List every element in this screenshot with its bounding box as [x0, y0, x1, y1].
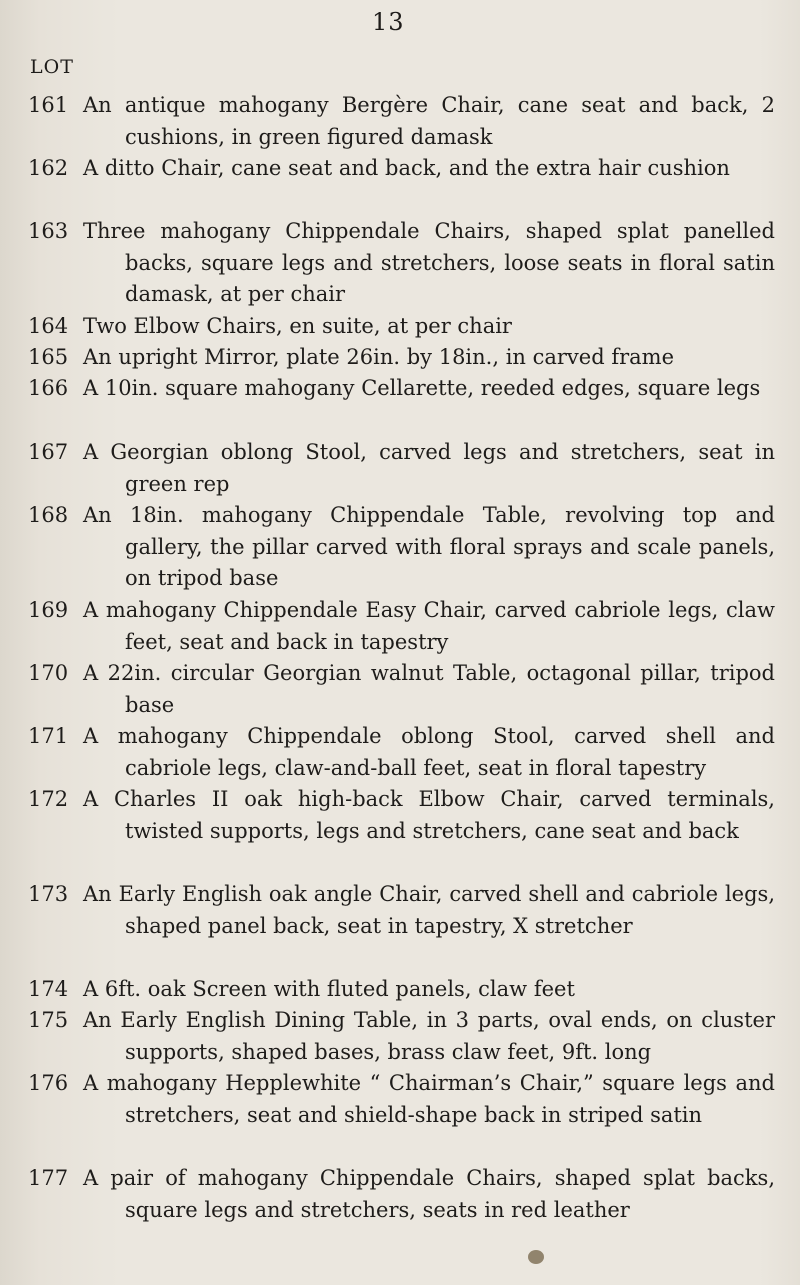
lot-number: 163 — [28, 219, 69, 243]
lot-description: Two Elbow Chairs, en suite, at per chair — [83, 314, 512, 338]
lot-number: 168 — [28, 503, 69, 527]
lot-description: A ditto Chair, cane seat and back, and the extra hair cushion — [83, 156, 730, 180]
lot-number: 171 — [28, 724, 69, 748]
lot-description: Three mahogany Chippendale Chairs, shaped splat panelled backs, square legs and stretchers, loose seats in floral satin damask, at per chair — [83, 219, 775, 306]
lot-description: A 22in. circular Georgian walnut Table, octagonal pillar, tripod base — [83, 661, 775, 717]
ink-blot-mark — [528, 1250, 544, 1264]
lot-number: 165 — [28, 345, 69, 369]
lot-number: 167 — [28, 440, 69, 464]
lot-column-header: LOT — [30, 56, 74, 78]
lot-number: 162 — [28, 156, 69, 180]
lot-number: 164 — [28, 314, 69, 338]
lot-description: An upright Mirror, plate 26in. by 18in., in carved frame — [83, 345, 675, 369]
lot-number: 174 — [28, 977, 69, 1001]
lot-number: 173 — [28, 882, 69, 906]
lot-number: 161 — [28, 93, 69, 117]
lot-description: An Early English Dining Table, in 3 parts, oval ends, on cluster supports, shaped bases, brass claw feet, 9ft. long — [83, 1008, 775, 1064]
lot-description: A 6ft. oak Screen with fluted panels, claw feet — [83, 977, 575, 1001]
lot-description: A Georgian oblong Stool, carved legs and stretchers, seat in green rep — [83, 440, 775, 496]
lot-number: 177 — [28, 1166, 69, 1190]
lot-number: 169 — [28, 598, 69, 622]
lot-description: An Early English oak angle Chair, carved shell and cabriole legs, shaped panel back, seat in tapestry, X stretcher — [83, 882, 775, 938]
lot-description: A mahogany Chippendale Easy Chair, carved cabriole legs, claw feet, seat and back in tapestry — [83, 598, 775, 654]
lot-number: 172 — [28, 787, 69, 811]
lot-number: 176 — [28, 1071, 69, 1095]
lot-description: A Charles II oak high-back Elbow Chair, carved terminals, twisted supports, legs and stretchers, cane seat and back — [83, 787, 775, 843]
lot-number: 166 — [28, 376, 69, 400]
lot-description: An 18in. mahogany Chippendale Table, revolving top and gallery, the pillar carved with floral sprays and scale panels, on tripod base — [83, 503, 775, 590]
lot-description: A pair of mahogany Chippendale Chairs, shaped splat backs, square legs and stretchers, seats in red leather — [83, 1166, 775, 1222]
lot-number: 175 — [28, 1008, 69, 1032]
lot-number: 170 — [28, 661, 69, 685]
lot-description: A mahogany Hepplewhite “ Chairman’s Chair,” square legs and stretchers, seat and shield-shape back in striped satin — [83, 1071, 775, 1127]
lot-description: An antique mahogany Bergère Chair, cane seat and back, 2 cushions, in green figured damask — [83, 93, 775, 149]
lot-description: A mahogany Chippendale oblong Stool, carved shell and cabriole legs, claw-and-ball feet, seat in floral tapestry — [83, 724, 775, 780]
page-number: 13 — [372, 8, 405, 36]
lot-description: A 10in. square mahogany Cellarette, reeded edges, square legs — [83, 376, 761, 400]
